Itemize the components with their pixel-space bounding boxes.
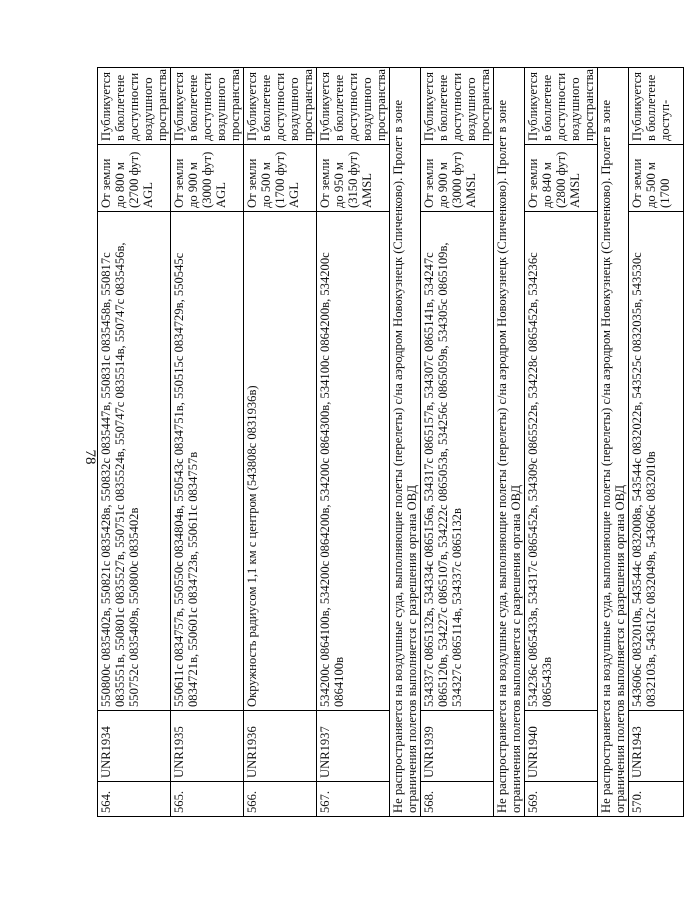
- zone-coordinates: 550800с 0835402в, 550821с 0835428в, 550832с 0835447в, 550831с 0835458в, 550817с 0835551в, 550801с 0835527в, 550751с 0835524в, 550747с 0835514в, 550747с 0835456в, 550752с 0835409в, 550800с 0835402в: [98, 212, 171, 711]
- zone-height: От земли до 900 м (3000 фут) AGL: [171, 145, 244, 212]
- zone-code: UNR1936: [244, 711, 317, 782]
- zone-height: От земли до 950 м (3150 фут) AMSL: [317, 145, 390, 212]
- zone-publication: Публикуется в бюллетене доступ-: [629, 68, 684, 145]
- zone-height: От земли до 500 м (1700 фут) AGL: [244, 145, 317, 212]
- zone-publication: Публикуется в бюллетене доступности воздушного пространства: [171, 68, 244, 145]
- table-row: [629, 68, 684, 817]
- zone-coordinates: 543606с 0832010в, 543544с 0832008в, 543544с 0832022в, 543525с 0832035в, 543530с 0832103в, 543612с 0832049в, 543606с 0832010в: [629, 212, 684, 711]
- zone-code: UNR1943: [629, 711, 684, 782]
- restricted-zones-table: [97, 67, 684, 817]
- zone-height: От земли до 800 м (2700 фут) AGL: [98, 145, 171, 212]
- note-text: Не распространяется на воздушные суда, выполняющие полеты (перелеты) с/на аэродром Новокузнецк (Спиченково). Пролет в зоне ограничения полетов выполняется с разрешения органа ОВД: [598, 68, 629, 817]
- table-row: [244, 68, 317, 817]
- row-number: 565.: [171, 782, 244, 817]
- note-row: [598, 68, 629, 817]
- row-number: 570.: [629, 782, 684, 817]
- page-number: 78: [82, 449, 98, 465]
- zone-publication: Публикуется в бюллетене доступности воздушного пространства: [525, 68, 598, 145]
- row-number: 569.: [525, 782, 598, 817]
- zone-code: UNR1937: [317, 711, 390, 782]
- table-row: [421, 68, 494, 817]
- zone-coordinates: 534200с 0864100в, 534200с 0864200в, 534200с 0864300в, 534100с 0864200в, 534200с 0864100в: [317, 212, 390, 711]
- zone-publication: Публикуется в бюллетене доступности воздушного пространства: [421, 68, 494, 145]
- row-number: 567.: [317, 782, 390, 817]
- zone-height: От земли до 500 м (1700: [629, 145, 684, 212]
- zone-height: От земли до 840 м (2800 фут) AMSL: [525, 145, 598, 212]
- zone-publication: Публикуется в бюллетене доступности воздушного пространства: [317, 68, 390, 145]
- rotated-table-container: [97, 67, 672, 817]
- zone-coordinates: 534236с 0865433в, 534317с 0865452в, 534309с 0865522в, 534228с 0865452в, 534236с 0865433в: [525, 212, 598, 711]
- zone-coordinates: Окружность радиусом 1,1 км с центром (543808с 0831936в): [244, 212, 317, 711]
- zone-publication: Публикуется в бюллетене доступности воздушного пространства: [98, 68, 171, 145]
- zone-code: UNR1935: [171, 711, 244, 782]
- note-text: Не распространяется на воздушные суда, выполняющие полеты (перелеты) с/на аэродром Новокузнецк (Спиченково). Пролет в зоне ограничения полетов выполняется с разрешения органа ОВД: [390, 68, 421, 817]
- table-row: [525, 68, 598, 817]
- table-row: [98, 68, 171, 817]
- table-row: [317, 68, 390, 817]
- zone-code: UNR1939: [421, 711, 494, 782]
- zone-coordinates: 534337с 0865132в, 534334с 0865156в, 534317с 0865157в, 534307с 0865141в, 534247с 0865120в, 534227с 0865107в, 534222с 0865053в, 534256с 0865059в, 534305с 0865109в, 534327с 0865114в, 534337с 0865132в: [421, 212, 494, 711]
- note-row: [390, 68, 421, 817]
- note-text: Не распространяется на воздушные суда, выполняющие полеты (перелеты) с/на аэродром Новокузнецк (Спиченково). Пролет в зоне ограничения полетов выполняется с разрешения органа ОВД: [494, 68, 525, 817]
- zone-coordinates: 550611с 0834757в, 550550с 0834804в, 550543с 0834751в, 550515с 0834729в, 550545с 0834721в, 550601с 0834723в, 550611с 0834757в: [171, 212, 244, 711]
- note-row: [494, 68, 525, 817]
- zone-publication: Публикуется в бюллетене доступности воздушного пространства: [244, 68, 317, 145]
- row-number: 564.: [98, 782, 171, 817]
- table-row: [171, 68, 244, 817]
- zone-code: UNR1940: [525, 711, 598, 782]
- row-number: 568.: [421, 782, 494, 817]
- row-number: 566.: [244, 782, 317, 817]
- zone-code: UNR1934: [98, 711, 171, 782]
- zone-height: От земли до 900 м (3000 фут) AMSL: [421, 145, 494, 212]
